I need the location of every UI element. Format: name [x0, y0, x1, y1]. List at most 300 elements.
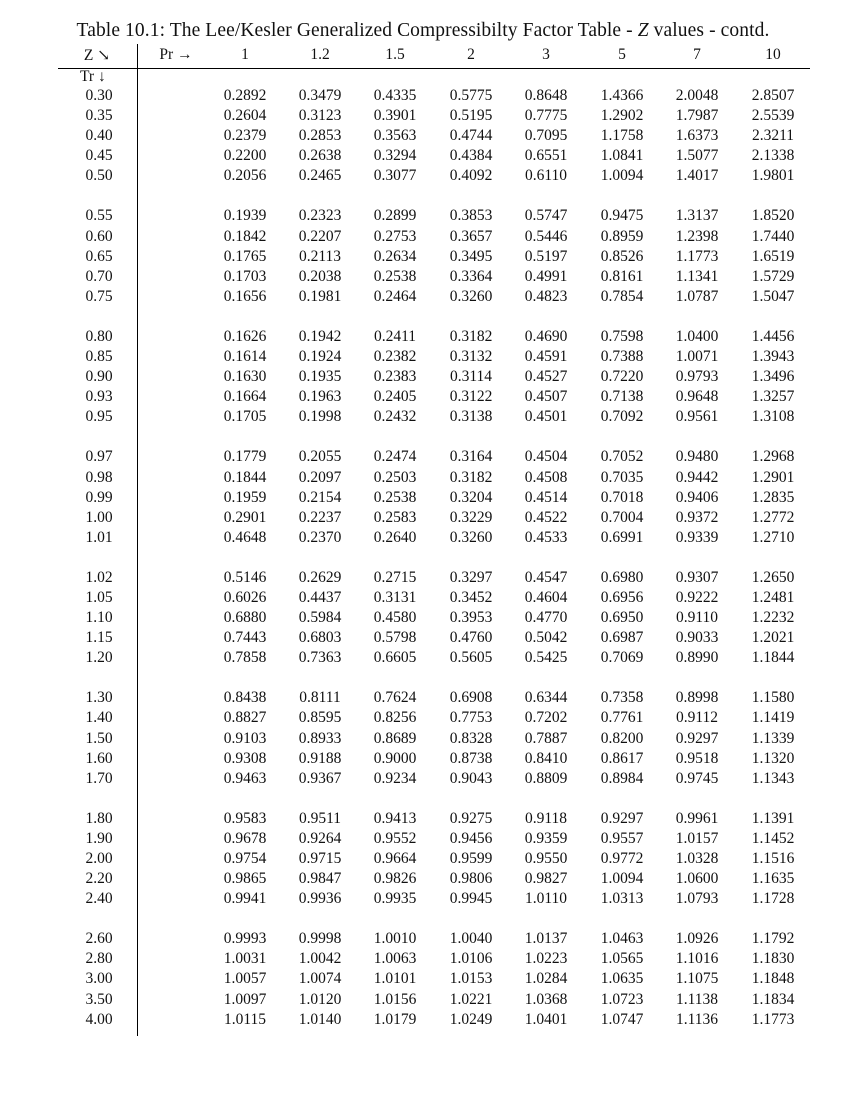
table-row — [0, 689, 846, 709]
tr-value: 0.55 — [85, 207, 113, 225]
z-value: 0.2056 — [223, 167, 267, 185]
tr-value: 0.93 — [85, 388, 113, 406]
z-value: 0.6908 — [449, 689, 493, 707]
z-value: 1.4456 — [751, 327, 795, 345]
z-value: 0.6551 — [524, 147, 568, 165]
z-value: 1.1728 — [751, 890, 795, 908]
pr-column-header: 7 — [693, 46, 701, 63]
table-row — [0, 147, 846, 167]
z-value: 0.5984 — [298, 609, 342, 627]
z-value: 0.2629 — [298, 568, 342, 586]
z-value: 0.8998 — [675, 689, 719, 707]
z-value: 1.5047 — [751, 287, 795, 305]
z-value: 1.6373 — [675, 127, 719, 145]
z-value: 0.4991 — [524, 267, 568, 285]
tr-value: 1.02 — [85, 568, 113, 586]
z-value: 0.9367 — [298, 769, 342, 787]
tr-value: 0.50 — [85, 167, 113, 185]
z-value: 0.1703 — [223, 267, 267, 285]
z-value: 0.9552 — [373, 829, 417, 847]
table-row — [0, 930, 846, 950]
z-value: 0.9297 — [675, 729, 719, 747]
z-value: 0.1942 — [298, 327, 342, 345]
z-value: 0.3294 — [373, 147, 417, 165]
z-value: 0.3953 — [449, 609, 493, 627]
z-value: 1.0328 — [675, 850, 719, 867]
z-value: 0.9827 — [524, 870, 568, 888]
z-value: 0.2715 — [373, 568, 417, 586]
z-value: 0.3114 — [449, 368, 493, 386]
z-value: 0.9406 — [675, 488, 719, 506]
table-row — [0, 408, 846, 428]
z-value: 2.5539 — [751, 107, 795, 125]
z-value: 0.9456 — [449, 829, 493, 847]
z-value: 0.2634 — [373, 247, 417, 265]
z-value: 0.9033 — [675, 629, 719, 647]
z-value: 0.9222 — [675, 588, 719, 606]
z-value: 0.7035 — [600, 468, 644, 486]
z-value: 1.0153 — [449, 970, 493, 988]
z-value: 0.7052 — [600, 448, 644, 466]
z-value: 0.4501 — [524, 408, 568, 426]
z-value: 1.0635 — [600, 970, 644, 988]
z-value: 0.3138 — [449, 408, 493, 426]
z-value: 1.0106 — [449, 950, 493, 968]
z-value: 0.2583 — [373, 508, 417, 526]
z-value: 1.4366 — [600, 87, 644, 104]
z-value: 0.5146 — [223, 568, 267, 586]
tr-value: 1.05 — [85, 588, 113, 606]
row-group — [0, 930, 846, 1030]
tr-value: 3.50 — [85, 990, 113, 1008]
z-value: 0.8984 — [600, 769, 644, 787]
z-value: 1.1848 — [751, 970, 795, 988]
z-value: 0.4604 — [524, 588, 568, 606]
table-row — [0, 850, 846, 870]
z-value: 0.1614 — [223, 348, 267, 366]
z-value: 0.3479 — [298, 87, 342, 104]
z-value: 0.8328 — [449, 729, 493, 747]
table-header-row — [0, 46, 846, 68]
row-group — [0, 87, 846, 187]
z-value: 0.9308 — [223, 749, 267, 767]
z-value: 0.2503 — [373, 468, 417, 486]
tr-value: 0.45 — [85, 147, 113, 165]
z-value: 0.7004 — [600, 508, 644, 526]
z-value: 0.9550 — [524, 850, 568, 867]
z-value: 0.4507 — [524, 388, 568, 406]
tr-value: 0.35 — [85, 107, 113, 125]
z-value: 0.3123 — [298, 107, 342, 125]
z-value: 0.3131 — [373, 588, 417, 606]
z-value: 0.1664 — [223, 388, 267, 406]
z-value: 0.2055 — [298, 448, 342, 466]
z-value: 1.2232 — [751, 609, 795, 627]
z-value: 0.4744 — [449, 127, 493, 145]
tr-value: 3.00 — [85, 970, 113, 988]
z-value: 0.8256 — [373, 709, 417, 727]
z-value: 0.7887 — [524, 729, 568, 747]
z-value: 0.9188 — [298, 749, 342, 767]
z-value: 1.2021 — [751, 629, 795, 647]
z-value: 0.7138 — [600, 388, 644, 406]
z-value: 1.1830 — [751, 950, 795, 968]
z-value: 0.5195 — [449, 107, 493, 125]
z-value: 1.1320 — [751, 749, 795, 767]
z-value: 1.2902 — [600, 107, 644, 125]
z-value: 0.9678 — [223, 829, 267, 847]
z-value: 1.0221 — [449, 990, 493, 1008]
z-value: 0.5605 — [449, 649, 493, 667]
z-value: 1.9801 — [751, 167, 795, 185]
z-value: 0.9865 — [223, 870, 267, 888]
z-value: 1.0094 — [600, 870, 644, 888]
z-value: 0.2379 — [223, 127, 267, 145]
z-value: 0.2370 — [298, 528, 342, 546]
z-value: 0.9118 — [524, 809, 568, 827]
z-value: 1.0101 — [373, 970, 417, 988]
z-value: 0.5798 — [373, 629, 417, 647]
z-value: 1.0565 — [600, 950, 644, 968]
tr-value: 1.30 — [85, 689, 113, 707]
z-value: 1.2772 — [751, 508, 795, 526]
z-value: 1.2650 — [751, 568, 795, 586]
z-value: 1.0157 — [675, 829, 719, 847]
z-value: 1.0841 — [600, 147, 644, 165]
table-row — [0, 388, 846, 408]
z-value: 0.2200 — [223, 147, 267, 165]
z-value: 0.2640 — [373, 528, 417, 546]
table-row — [0, 810, 846, 830]
table-row — [0, 529, 846, 549]
z-value: 0.9275 — [449, 809, 493, 827]
z-value: 1.0057 — [223, 970, 267, 988]
z-value: 1.3257 — [751, 388, 795, 406]
z-value: 0.4533 — [524, 528, 568, 546]
z-value: 0.4437 — [298, 588, 342, 606]
z-value: 0.1959 — [223, 488, 267, 506]
z-value: 0.2383 — [373, 368, 417, 386]
table-row — [0, 489, 846, 509]
caption-symbol: Z — [637, 20, 649, 41]
row-group — [0, 569, 846, 669]
z-value: 0.8689 — [373, 729, 417, 747]
z-value: 1.0793 — [675, 890, 719, 908]
tr-value: 0.90 — [85, 368, 113, 386]
z-value: 0.2853 — [298, 127, 342, 145]
z-value: 0.1998 — [298, 408, 342, 426]
tr-value: 0.30 — [85, 87, 113, 104]
z-value: 0.8438 — [223, 689, 267, 707]
z-value: 1.0097 — [223, 990, 267, 1008]
z-corner-label: Z ↘ — [83, 47, 111, 64]
z-value: 1.1452 — [751, 829, 795, 847]
z-value: 1.5077 — [675, 147, 719, 165]
tr-value: 0.85 — [85, 348, 113, 366]
z-value: 0.1939 — [223, 207, 267, 225]
z-value: 0.6110 — [524, 167, 568, 185]
z-value: 1.0600 — [675, 870, 719, 888]
z-value: 1.0110 — [524, 890, 568, 908]
table-row — [0, 448, 846, 468]
z-value: 0.8595 — [298, 709, 342, 727]
z-value: 0.9359 — [524, 829, 568, 847]
z-value: 2.3211 — [751, 127, 795, 145]
z-value: 1.1419 — [751, 709, 795, 727]
table-row — [0, 228, 846, 248]
z-value: 1.7987 — [675, 107, 719, 125]
tr-value: 2.40 — [85, 890, 113, 908]
z-value: 1.1075 — [675, 970, 719, 988]
z-value: 0.2113 — [298, 247, 342, 265]
caption-prefix: Table 10.1: — [76, 20, 166, 41]
z-value: 2.0048 — [675, 87, 719, 104]
z-value: 0.3495 — [449, 247, 493, 265]
table-row — [0, 509, 846, 529]
z-value: 0.6991 — [600, 528, 644, 546]
pr-axis-label: Pr → — [159, 46, 193, 63]
table-row — [0, 890, 846, 910]
z-value: 0.5446 — [524, 227, 568, 245]
header-rule — [58, 68, 810, 69]
tr-value: 2.20 — [85, 870, 113, 888]
z-value: 2.8507 — [751, 87, 795, 104]
z-value: 0.2638 — [298, 147, 342, 165]
table-row — [0, 469, 846, 489]
z-value: 1.2901 — [751, 468, 795, 486]
z-value: 1.2968 — [751, 448, 795, 466]
table-row — [0, 950, 846, 970]
z-value: 1.0010 — [373, 930, 417, 948]
z-value: 0.9664 — [373, 850, 417, 867]
z-value: 0.8648 — [524, 87, 568, 104]
z-value: 0.9936 — [298, 890, 342, 908]
z-value: 1.1138 — [675, 990, 719, 1008]
z-value: 1.0040 — [449, 930, 493, 948]
tr-value: 1.60 — [85, 749, 113, 767]
table-row — [0, 288, 846, 308]
z-value: 0.1626 — [223, 327, 267, 345]
z-value: 1.0137 — [524, 930, 568, 948]
z-value: 1.0787 — [675, 287, 719, 305]
row-group — [0, 689, 846, 789]
z-value: 0.9648 — [675, 388, 719, 406]
z-value: 1.1773 — [751, 1010, 795, 1028]
z-value: 0.6880 — [223, 609, 267, 627]
z-value: 1.1580 — [751, 689, 795, 707]
z-value: 0.8410 — [524, 749, 568, 767]
z-value: 1.3108 — [751, 408, 795, 426]
z-value: 0.1924 — [298, 348, 342, 366]
z-value: 0.5042 — [524, 629, 568, 647]
table-caption — [0, 20, 846, 42]
z-value: 0.1935 — [298, 368, 342, 386]
z-value: 0.9480 — [675, 448, 719, 466]
z-value: 0.3229 — [449, 508, 493, 526]
z-value: 0.2464 — [373, 287, 417, 305]
z-value: 1.1341 — [675, 267, 719, 285]
z-value: 0.3182 — [449, 327, 493, 345]
z-value: 1.0249 — [449, 1010, 493, 1028]
z-value: 0.9945 — [449, 890, 493, 908]
z-value: 0.4527 — [524, 368, 568, 386]
z-value: 0.9511 — [298, 809, 342, 827]
table-row — [0, 268, 846, 288]
z-value: 0.7363 — [298, 649, 342, 667]
z-value: 1.1136 — [675, 1010, 719, 1028]
row-group — [0, 328, 846, 428]
z-value: 0.9413 — [373, 809, 417, 827]
z-value: 0.9463 — [223, 769, 267, 787]
z-value: 0.1842 — [223, 227, 267, 245]
table-row — [0, 569, 846, 589]
pr-column-header: 1.5 — [385, 46, 405, 63]
z-value: 1.4017 — [675, 167, 719, 185]
z-value: 1.0723 — [600, 990, 644, 1008]
table-row — [0, 629, 846, 649]
z-value: 0.3132 — [449, 348, 493, 366]
z-value: 0.4522 — [524, 508, 568, 526]
tr-value: 1.01 — [85, 528, 113, 546]
table-row — [0, 709, 846, 729]
z-value: 0.8990 — [675, 649, 719, 667]
table-row — [0, 328, 846, 348]
z-value: 0.3164 — [449, 448, 493, 466]
z-value: 0.6950 — [600, 609, 644, 627]
z-value: 0.9110 — [675, 609, 719, 627]
table-body — [0, 87, 846, 1051]
caption-title-before: The Lee/Kesler Generalized Compressibilty Factor Table - — [169, 20, 638, 41]
z-value: 1.0747 — [600, 1010, 644, 1028]
z-value: 0.9935 — [373, 890, 417, 908]
z-value: 0.2899 — [373, 207, 417, 225]
z-value: 0.7202 — [524, 709, 568, 727]
z-value: 1.0368 — [524, 990, 568, 1008]
tr-value: 1.00 — [85, 508, 113, 526]
z-value: 0.7220 — [600, 368, 644, 386]
pr-column-header: 1.2 — [310, 46, 330, 63]
z-value: 0.8738 — [449, 749, 493, 767]
z-value: 0.3364 — [449, 267, 493, 285]
z-value: 1.0063 — [373, 950, 417, 968]
z-value: 0.2405 — [373, 388, 417, 406]
z-value: 0.9234 — [373, 769, 417, 787]
z-value: 1.0463 — [600, 930, 644, 948]
z-value: 0.5425 — [524, 649, 568, 667]
z-value: 1.1844 — [751, 649, 795, 667]
z-value: 0.2038 — [298, 267, 342, 285]
z-value: 0.7388 — [600, 348, 644, 366]
z-value: 1.0042 — [298, 950, 342, 968]
z-value: 1.1834 — [751, 990, 795, 1008]
z-value: 0.2753 — [373, 227, 417, 245]
z-value: 1.3137 — [675, 207, 719, 225]
z-value: 0.2901 — [223, 508, 267, 526]
z-value: 1.1516 — [751, 850, 795, 867]
table-row — [0, 609, 846, 629]
z-value: 0.2207 — [298, 227, 342, 245]
z-value: 0.7018 — [600, 488, 644, 506]
tr-value: 1.10 — [85, 609, 113, 627]
z-value: 0.2538 — [373, 267, 417, 285]
caption-title-after: values - contd. — [653, 20, 770, 41]
z-value: 0.8111 — [299, 689, 341, 707]
z-value: 1.0313 — [600, 890, 644, 908]
z-value: 0.3122 — [449, 388, 493, 406]
z-value: 0.9307 — [675, 568, 719, 586]
z-value: 1.7440 — [751, 227, 795, 245]
z-value: 0.9754 — [223, 850, 267, 867]
z-value: 1.0071 — [675, 348, 719, 366]
z-value: 0.3901 — [373, 107, 417, 125]
z-value: 0.4823 — [524, 287, 568, 305]
z-value: 1.2710 — [751, 528, 795, 546]
z-value: 0.7858 — [223, 649, 267, 667]
z-value: 1.1773 — [675, 247, 719, 265]
z-value: 0.9103 — [223, 729, 267, 747]
z-value: 0.9793 — [675, 368, 719, 386]
pr-column-header: 3 — [542, 46, 550, 63]
z-value: 0.6803 — [298, 629, 342, 647]
row-group — [0, 448, 846, 548]
z-value: 1.1339 — [751, 729, 795, 747]
z-value: 1.0284 — [524, 970, 568, 988]
z-value: 0.9715 — [298, 850, 342, 867]
z-value: 0.9264 — [298, 829, 342, 847]
z-value: 0.5747 — [524, 207, 568, 225]
z-value: 0.6980 — [600, 568, 644, 586]
z-value: 0.5775 — [449, 87, 493, 104]
z-value: 0.8809 — [524, 769, 568, 787]
z-value: 0.7753 — [449, 709, 493, 727]
table-row — [0, 207, 846, 227]
table-row — [0, 127, 846, 147]
tr-value: 1.50 — [85, 729, 113, 747]
table-row — [0, 991, 846, 1011]
z-value: 0.9000 — [373, 749, 417, 767]
pr-column-header: 5 — [618, 46, 626, 63]
z-value: 0.2411 — [373, 327, 417, 345]
z-value: 0.9998 — [298, 930, 342, 948]
z-value: 0.1630 — [223, 368, 267, 386]
z-value: 0.9112 — [675, 709, 719, 727]
z-value: 0.3452 — [449, 588, 493, 606]
z-value: 0.2604 — [223, 107, 267, 125]
z-value: 0.9043 — [449, 769, 493, 787]
table-row — [0, 770, 846, 790]
z-value: 0.4508 — [524, 468, 568, 486]
z-value: 0.7358 — [600, 689, 644, 707]
z-value: 0.7761 — [600, 709, 644, 727]
z-value: 0.3182 — [449, 468, 493, 486]
z-value: 0.9745 — [675, 769, 719, 787]
z-value: 1.1343 — [751, 769, 795, 787]
z-value: 0.1765 — [223, 247, 267, 265]
table-row — [0, 730, 846, 750]
z-value: 0.2892 — [223, 87, 267, 104]
z-value: 1.2481 — [751, 588, 795, 606]
tr-value: 2.80 — [85, 950, 113, 968]
tr-value: 0.75 — [85, 287, 113, 305]
z-value: 1.0074 — [298, 970, 342, 988]
z-value: 0.4384 — [449, 147, 493, 165]
z-value: 0.4770 — [524, 609, 568, 627]
tr-value: 1.20 — [85, 649, 113, 667]
z-value: 0.5197 — [524, 247, 568, 265]
z-value: 1.6519 — [751, 247, 795, 265]
table-row — [0, 750, 846, 770]
z-value: 0.4514 — [524, 488, 568, 506]
